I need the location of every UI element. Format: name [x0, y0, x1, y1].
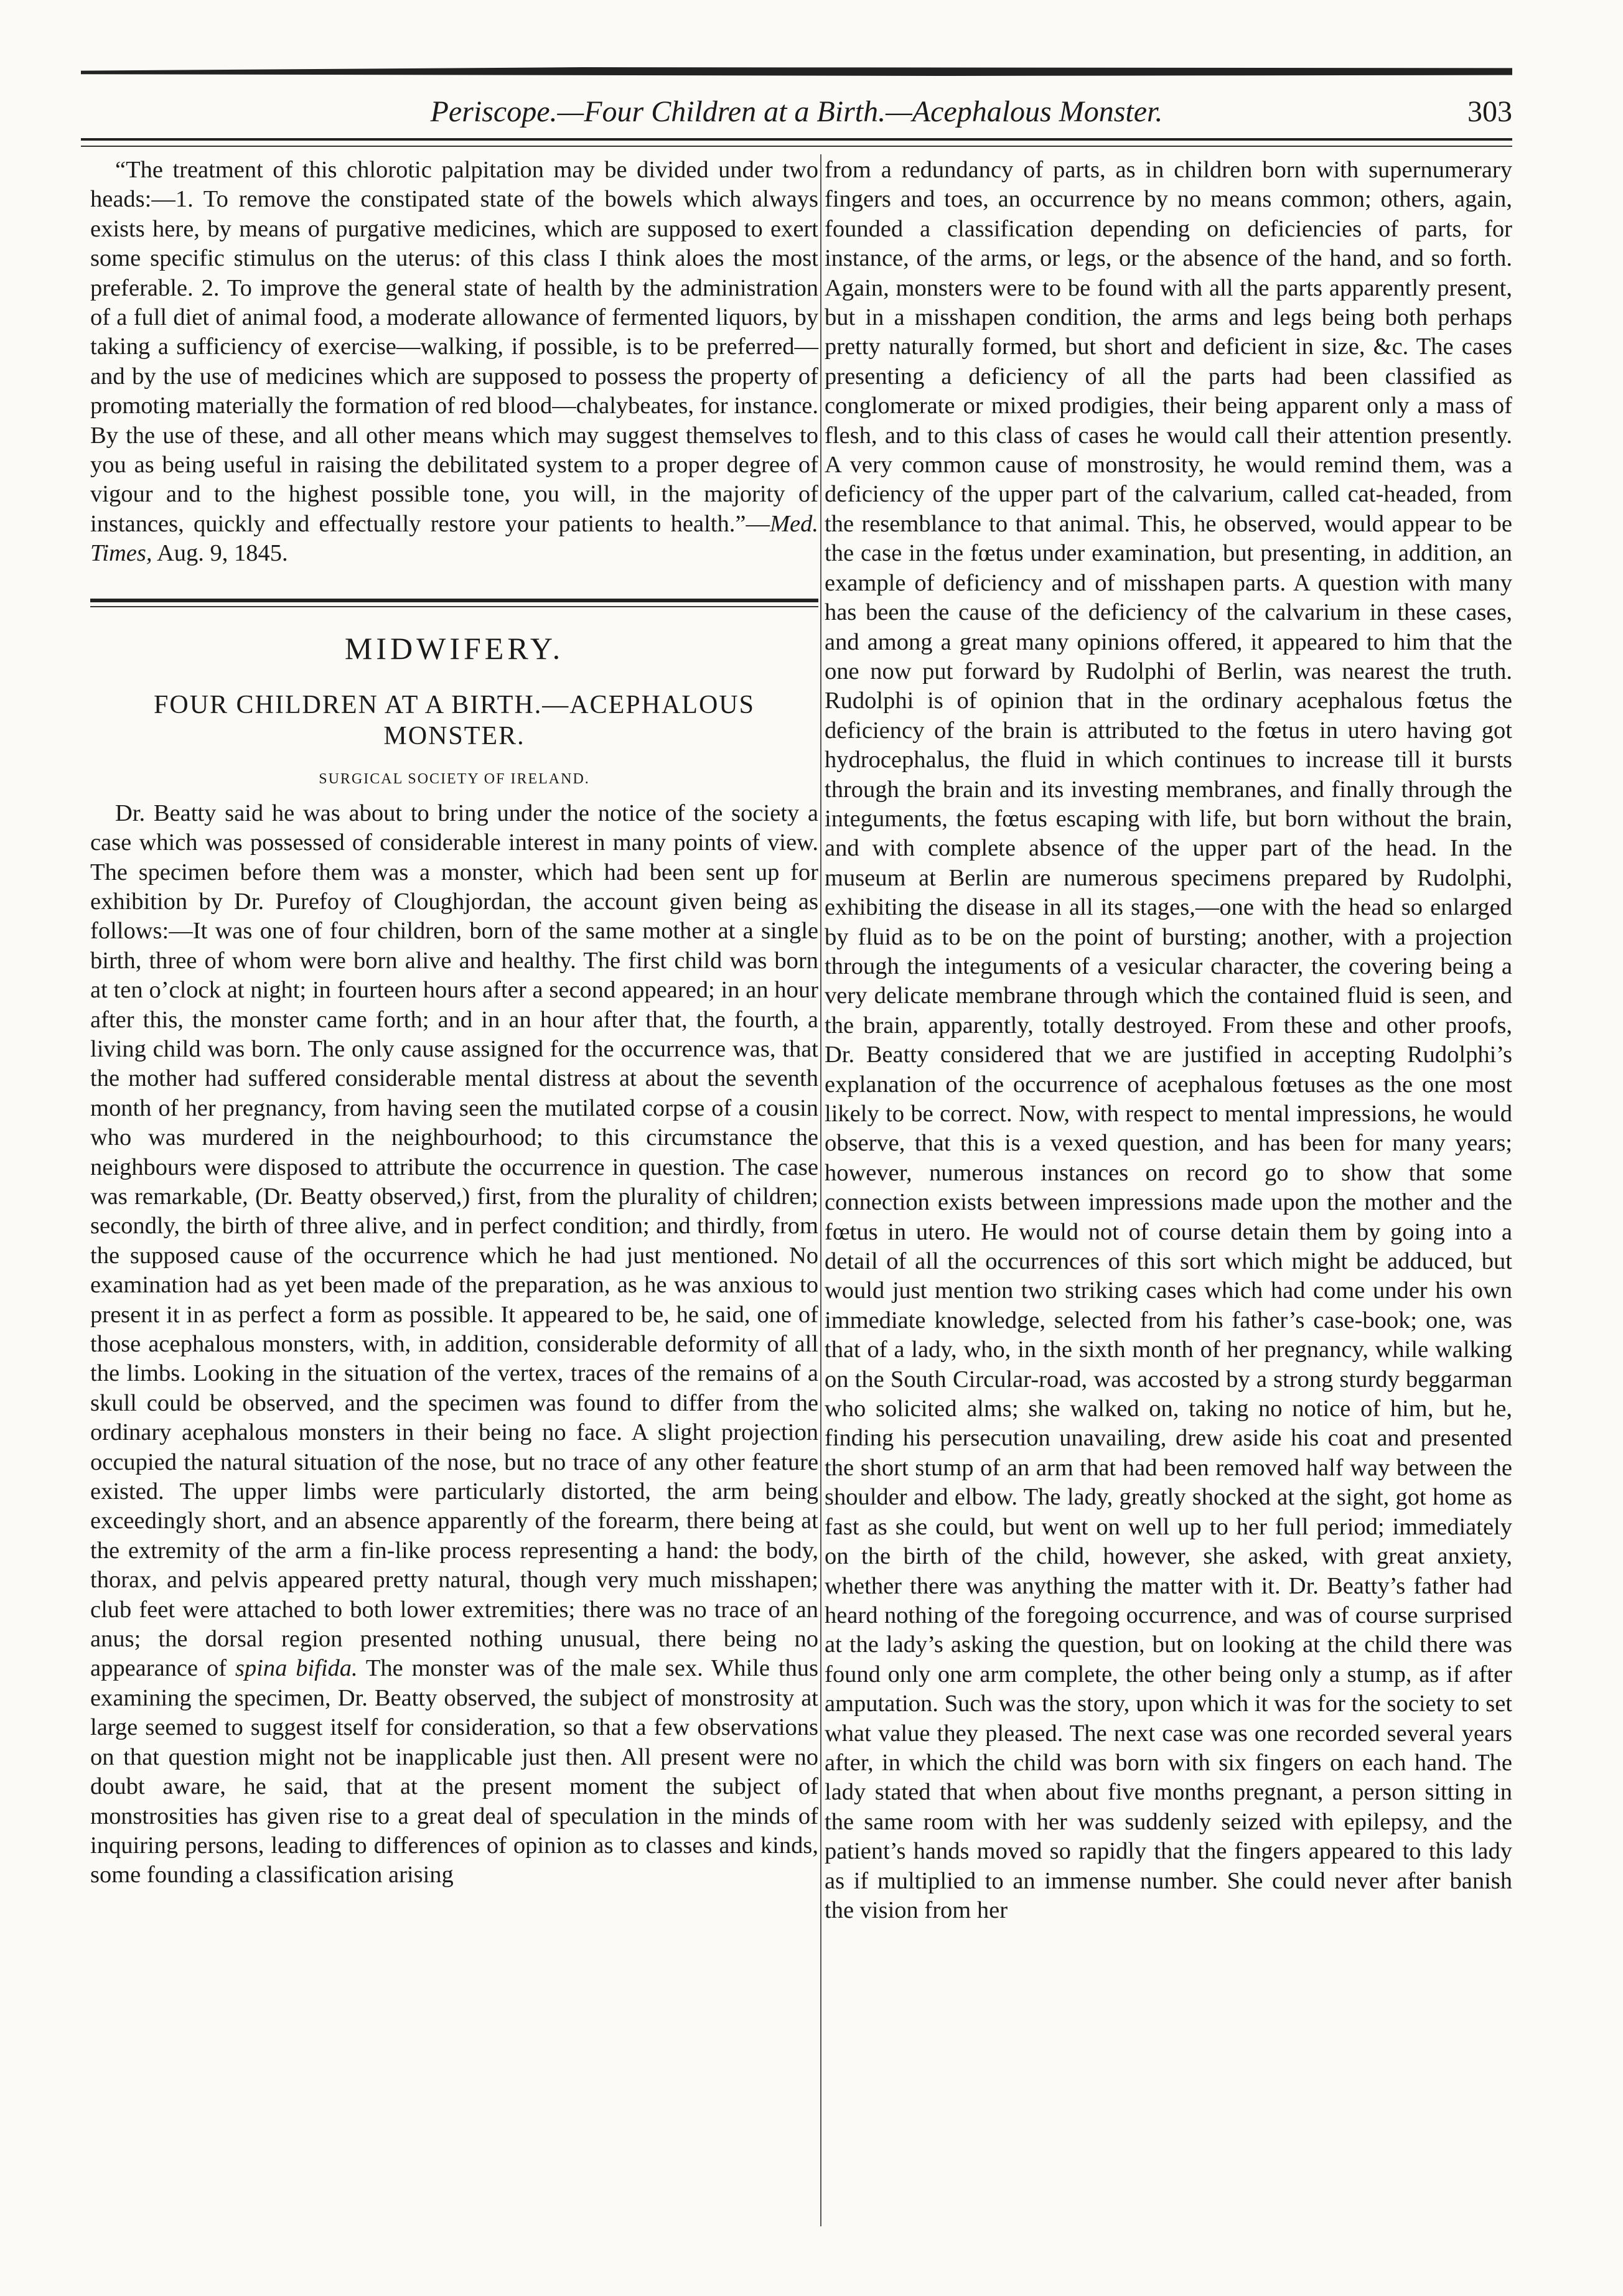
page-number: 303: [1467, 95, 1512, 128]
article-body-part2: The monster was of the male sex. While thus examining the specimen, Dr. Beatty observed, the subject of monstrosity at large seemed to suggest itself for consideration, so that a few observations on that question might not be inapplicable just then. All present were no doubt aware, he said, that at the present moment the subject of monstrosities has given rise to a great deal of speculation in the minds of inquiring persons, leading to differences of opinion as to classes and kinds, some founding a classification arising: [90, 1655, 818, 1888]
quote-paragraph: [90, 156, 818, 569]
article-body-continued: from a redundancy of parts, as in children born with supernumerary fingers and toes, an occurrence by no means common; others, again, founded a classification depending on deficiencies of parts, for instance, of the arms, or legs, or the absence of the hand, and so forth. Again, monsters were to be found with all the parts apparently present, but in a misshapen condition, the arms and legs being both perhaps pretty naturally formed, but short and deficient in size, &c. The cases presenting a deficiency of all the parts had been classified as conglomerate or mixed prodigies, their being apparent only a mass of flesh, and to this class of cases he would call their attention presently. A very common cause of monstrosity, he would remind them, was a deficiency of the upper part of the calvarium, called cat-headed, from the resemblance to that animal. This, he observed, would appear to be the case in the fœtus under examination, but presenting, in addition, an example of deficiency and of misshapen parts. A question with many has been the cause of the deficiency of the calvarium in these cases, and among a great many opinions offered, it appeared to him that the one now put forward by Rudolphi of Berlin, was nearest the truth. Rudolphi is of opinion that in the ordinary acephalous fœtus the deficiency of the brain is attributed to the fœtus in utero having got hydrocephalus, the fluid in which continues to increase till it bursts through the brain and its investing membranes, and finally through the integuments, the fœtus escaping with life, but born without the brain, and with complete absence of the upper part of the head. In the museum at Berlin are numerous specimens prepared by Rudolphi, exhibiting the disease in all its stages,—one with the head so enlarged by fluid as to be on the point of bursting; another, with a projection through the integuments of a vesicular character, the covering being a very delicate membrane through which the contained fluid is seen, and the brain, apparently, totally destroyed. From these and other proofs, Dr. Beatty considered that we are justified in accepting Rudolphi’s explanation of the occurrence of acephalous fœtuses as the one most likely to be correct. Now, with respect to mental impressions, he would observe, that this is a vexed question, and has been for many years; however, numerous instances on record go to show that some connection exists between impressions made upon the mother and the fœtus in utero. He would not of course detain them by going into a detail of all the occurrences of this sort which might be adduced, but would just mention two striking cases which had come under his own immediate knowledge, selected from his father’s case-book; one, was that of a lady, who, in the sixth month of her pregnancy, while walking on the South Circular-road, was accosted by a strong sturdy beggarman who solicited alms; she walked on, taking no notice of him, but he, finding his persecution unavailing, drew aside his coat and presented the short stump of an arm that had been removed half way between the shoulder and elbow. The lady, greatly shocked at the sight, got home as fast as she could, but went on well up to her full period; immediately on the birth of the child, however, she asked, with great anxiety, whether there was anything the matter with it. Dr. Beatty’s father had heard nothing of the foregoing occurrence, and was of course surprised at the lady’s asking the question, but on looking at the child there was found only one arm complete, the other being only a stump, as if after amputation. Such was the story, upon which it was for the society to set what value they pleased. The next case was one recorded several years after, in which the child was born with six fingers on each hand. The lady stated that when about five months pregnant, a person sitting in the same room with her was suddenly seized with epilepsy, and the patient’s hands moved so rapidly that the fingers appeared to this lady as if multiplied to an immense number. She could never after banish the vision from her: [825, 157, 1512, 1923]
quote-date: Aug. 9, 1845.: [152, 540, 288, 567]
column-divider: [820, 154, 821, 2226]
quote-source: Med. Times,: [90, 510, 818, 567]
article-title: FOUR CHILDREN AT A BIRTH.—ACEPHALOUS MONSTER.: [154, 690, 755, 750]
article-body-italic: spina bifida.: [235, 1655, 358, 1682]
quote-text: “The treatment of this chlorotic palpitation may be divided under two heads:—1. To remove the constipated state of the bowels which always exists here, by means of purgative medicines, which are supposed to exert some specific stimulus on the uterus: of this class I think aloes the most preferable. 2. To improve the general state of health by the administration of a full diet of animal food, a moderate allowance of fermented liquors, by taking a sufficiency of exercise—walking, if possible, is to be preferred—and by the use of medicines which are supposed to possess the property of promoting materially the formation of red blood—chalybeates, for instance. By the use of these, and all other means which may suggest themselves to you as being useful in raising the debilitated system to a proper degree of vigour and to the highest possible tone, you will, in the majority of instances, quickly and effectually restore your patients to health.”—: [90, 157, 818, 537]
article-body: [90, 799, 818, 1890]
section-divider-thin: [90, 606, 818, 607]
article-body-part1: Dr. Beatty said he was about to bring under the notice of the society a case which was possessed of considerable interest in many points of view. The specimen before them was a monster, which had been sent up for exhibition by Dr. Purefoy of Cloughjordan, the account given being as follows:—It was one of four children, born of the same mother at a single birth, three of whom were born alive and healthy. The first child was born at ten o’clock at night; in fourteen hours after a second appeared; in an hour after this, the monster came forth; and in an hour after that, the fourth, a living child was born. The only cause assigned for the occurrence was, that the mother had suffered considerable mental distress at about the seventh month of her pregnancy, from having seen the mutilated corpse of a cousin who was murdered in the neighbourhood; to this circumstance the neighbours were disposed to attribute the occurrence in question. The case was remarkable, (Dr. Beatty observed,) first, from the plurality of children; secondly, the birth of three alive, and in perfect condition; and thirdly, from the supposed cause of the occurrence which he had just mentioned. No examination had as yet been made of the preparation, as he was anxious to present it in as perfect a form as possible. It appeared to be, he said, one of those acephalous monsters, with, in addition, considerable deformity of all the limbs. Looking in the situation of the vertex, traces of the remains of a skull could be observed, and the specimen was found to differ from the ordinary acephalous monsters in their being no face. A slight projection occupied the natural situation of the nose, but no trace of any other feature existed. The upper limbs were particularly distorted, the arm being exceedingly short, and an absence apparently of the forearm, there being at the extremity of the arm a fin-like process representing a hand: the body, thorax, and pelvis appeared pretty natural, though very much misshapen; club feet were attached to both lower extremities; there was no trace of an anus; the dorsal region presented nothing unusual, there being no appearance of: [90, 800, 818, 1682]
header-rule-thin: [81, 146, 1512, 147]
section-heading: MIDWIFERY.: [344, 630, 564, 666]
left-column: [90, 156, 818, 1890]
right-column: [825, 156, 1512, 1925]
page-header: [81, 93, 1512, 131]
section-divider: [90, 599, 818, 602]
top-ornamental-rule: [81, 67, 1512, 76]
running-title: Periscope.—Four Children at a Birth.—Acephalous Monster.: [430, 95, 1163, 128]
society-name: SURGICAL SOCIETY OF IRELAND.: [319, 770, 590, 787]
header-rule: [81, 138, 1512, 141]
